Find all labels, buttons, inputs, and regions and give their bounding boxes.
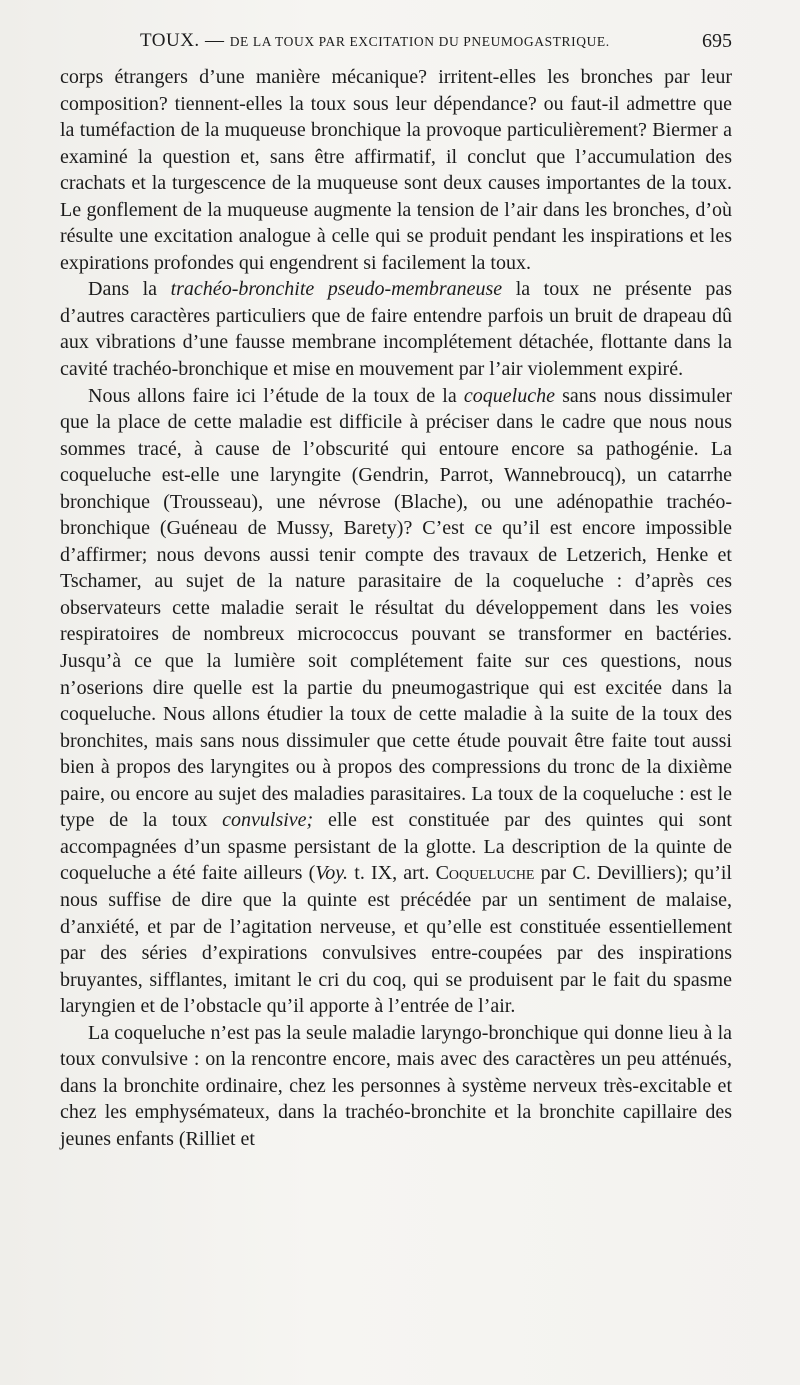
running-head-dash: — (199, 30, 230, 51)
italic-term: coqueluche (463, 384, 555, 407)
text-run: sans nous dissimuler que la place de cette maladie est difficile à préciser dans le cadre que nous nous sommes tracé, à cause de l’obscurité qui entoure encore sa pathogénie. La coqueluche est-elle une laryngite (Gendrin, Parrot, Wannebroucq), un catarrhe bronchique (Trousseau), une névrose (Blache), ou une adénopathie trachéo-bronchique (Guéneau de Mussy, Barety)? C’est ce qu’il est encore impossible d’affirmer; nous devons aussi tenir compte des travaux de Letzerich, Henke et Tschamer, au sujet de la nature parasitaire de la coqueluche : d’après ces observateurs cette maladie serait le résultat du développement dans les voies respiratoires de nombreux micrococcus pouvant se transformer en bactéries. Jusqu’à ce que la lumière soit complétement faite sur ces questions, nous n’oserions dire quelle est la partie du pneumogastrique qui est excitée dans la coqueluche. Nous allons étudier la toux de cette maladie à la suite de la toux des bronchites, mais sans nous dissimuler que cette étude pouvait être faite tout aussi bien à propos des laryngites ou à propos des compressions du tronc de la dixième paire, ou encore au sujet des maladies parasitaires. La toux de la coqueluche : est le type de la toux (60, 384, 732, 832)
paragraph-2 (60, 276, 732, 382)
italic-reference: Voy. (315, 862, 349, 885)
running-head-subtitle: DE LA TOUX PAR EXCITATION DU PNEUMOGASTRIQUE. (229, 34, 610, 49)
running-head-main: TOUX. (140, 30, 200, 51)
text-run: la toux ne présente pas d’autres caractères particuliers que de faire entendre parfois un bruit de drapeau dû aux vibrations d’une fausse membrane incomplétement détachée, flottante dans la cavité trachéo-bronchique et mise en mouvement par l’air violemment expiré. (60, 278, 732, 381)
paragraph-1 (60, 64, 732, 276)
body-text (60, 64, 732, 1152)
italic-term: convulsive; (222, 809, 314, 832)
text-run: Dans la (88, 278, 171, 301)
italic-term: trachéo-bronchite pseudo-membraneuse (170, 278, 503, 301)
text-run: corps étrangers d’une manière mécanique? irritent-elles les bronches par leur composition? tiennent-elles la toux sous leur dépendance? ou faut-il admettre que la tuméfaction de la muqueuse bronchique la provoque particulièrement? Biermer a examiné la question et, sans être affirmatif, il conclut que l’accumulation des crachats et la turgescence de la muqueuse sont deux causes importantes de la toux. Le gonflement de la muqueuse augmente la tension de l’air dans les bronches, d’où résulte une excitation analogue à celle qui se produit pendant les inspirations et les expirations profondes qui engendrent si facilement la toux. (60, 66, 732, 274)
text-run: Nous allons faire ici l’étude de la toux de la (88, 384, 464, 407)
small-caps-reference: Coqueluche (435, 862, 535, 885)
page-number: 695 (702, 30, 732, 52)
text-run: t. IX, art. (348, 862, 436, 885)
running-header (60, 30, 732, 60)
text-run: La coqueluche n’est pas la seule maladie laryngo-bronchique qui donne lieu à la toux convulsive : on la rencontre encore, mais avec des caractères un peu atténués, dans la bronchite ordinaire, chez les personnes à système nerveux très-excitable et chez les emphysémateux, dans la trachéo-bronchite et la bronchite capillaire des jeunes enfants (Rilliet et (60, 1021, 732, 1150)
paragraph-4 (60, 1020, 732, 1153)
text-run: par C. Devilliers); qu’il nous suffise de dire que la quinte est précédée par un sentiment de malaise, d’anxiété, et par de l’agitation nerveuse, et qu’elle est constituée essentiellement par des séries d’expirations convulsives entre-coupées par des inspirations bruyantes, sifflantes, imitant le cri du coq, qui se produisent par le fait du spasme laryngien et de l’obstacle qu’il apporte à l’entrée de l’air. (60, 862, 732, 1018)
text-run: elle est constituée par des quintes qui sont accompagnées d’un spasme persistant de la glotte. La description de la quinte de coqueluche a été faite ailleurs ( (60, 809, 732, 885)
paragraph-3 (60, 383, 732, 1020)
running-head-title (140, 30, 610, 52)
